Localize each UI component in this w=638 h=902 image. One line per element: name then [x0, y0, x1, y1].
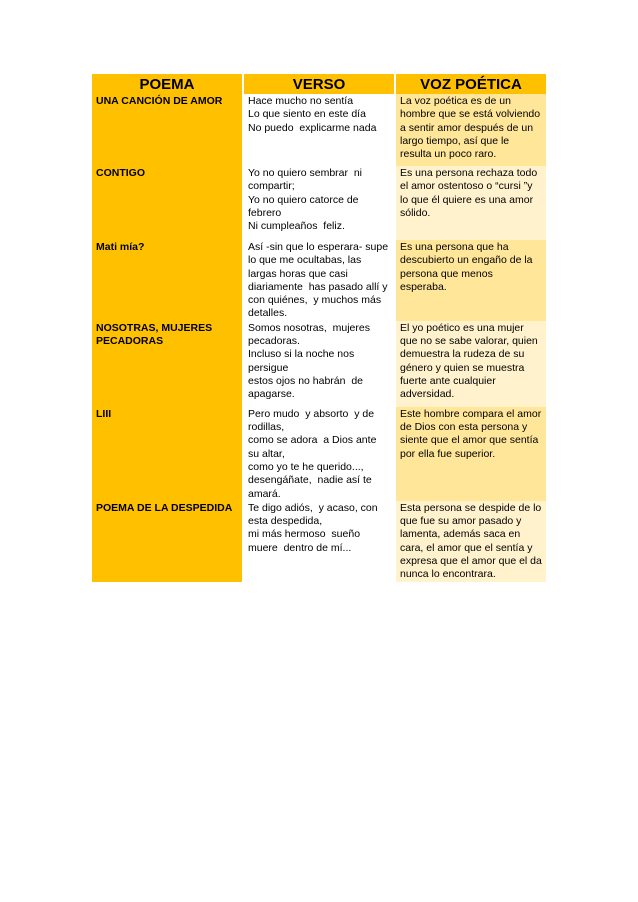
verso-line: No puedo explicarme nada — [248, 121, 377, 134]
table-row — [92, 94, 546, 166]
verso-line: mi más hermoso sueño — [248, 528, 361, 541]
verso-line: Incluso si la noche nos persigue — [248, 348, 358, 374]
verso-cell — [244, 321, 394, 407]
header-poema: POEMA — [92, 74, 242, 94]
table-row — [92, 240, 546, 321]
voz-cell: La voz poética es de un hombre que se está volviendo a sentir amor después de un largo tiempo, así que le resulta un poco raro. — [396, 94, 546, 166]
header-verso: VERSO — [244, 74, 394, 94]
verso-line: estos ojos no habrán de apagarse. — [248, 374, 366, 401]
verso-cell — [244, 501, 394, 582]
verso-line: Te digo adiós, y acaso, con esta despedida, — [248, 501, 381, 528]
table-row — [92, 166, 546, 240]
verso-line: Así -sin que lo esperara- supe lo que me ocultabas, las largas horas que casi diariamente has pasado allí y con quiénes, y muchos más detalles. — [248, 241, 391, 320]
verso-line: muere dentro de mí... — [248, 541, 352, 554]
verso-cell — [244, 94, 394, 166]
verso-line: Ni cumpleaños feliz. — [248, 220, 345, 233]
verso-line: Lo que siento en este día — [248, 108, 366, 121]
verso-line: Somos nosotras, mujeres pecadoras. — [248, 321, 373, 348]
voz-cell: Este hombre compara el amor de Dios con esta persona y siente que el amor que sentía por ella fue superior. — [396, 407, 546, 501]
verso-line: desengáñate, nadie así te amará. — [248, 474, 375, 500]
verso-line: como se adora a Dios ante su altar, — [248, 434, 380, 460]
verso-line: Yo no quiero catorce de febrero — [248, 193, 362, 219]
poema-cell: LIII — [92, 407, 242, 501]
voz-cell: Esta persona se despide de lo que fue su amor pasado y lamenta, además saca en cara, el amor que el sentía y expresa que el amor que el da nunca lo encontrara. — [396, 501, 546, 582]
poema-cell: UNA CANCIÓN DE AMOR — [92, 94, 242, 166]
poema-cell: CONTIGO — [92, 166, 242, 240]
table-row — [92, 407, 546, 501]
verso-line: Pero mudo y absorto y de rodillas, — [248, 407, 377, 434]
verso-cell — [244, 240, 394, 321]
verso-cell — [244, 407, 394, 501]
poema-cell: POEMA DE LA DESPEDIDA — [92, 501, 242, 582]
verso-line: como yo te he querido..., — [248, 460, 364, 473]
poems-table — [90, 74, 548, 582]
header-voz-poetica: VOZ POÉTICA — [396, 74, 546, 94]
voz-cell: Es una persona que ha descubierto un engaño de la persona que menos esperaba. — [396, 240, 546, 321]
voz-cell: Es una persona rechaza todo el amor ostentoso o “cursi ”y lo que él quiere es una amor sólido. — [396, 166, 546, 240]
voz-cell: El yo poético es una mujer que no se sabe valorar, quien demuestra la rudeza de su género y quien se muestra fuerte ante cualquier adversidad. — [396, 321, 546, 407]
table-row — [92, 321, 546, 407]
poema-cell: Mati mía? — [92, 240, 242, 321]
poema-cell: NOSOTRAS, MUJERES PECADORAS — [92, 321, 242, 407]
header-row — [92, 74, 546, 94]
table-row — [92, 501, 546, 582]
verso-line: Yo no quiero sembrar ni compartir; — [248, 167, 365, 193]
verso-cell — [244, 166, 394, 240]
verso-line: Hace mucho no sentía — [248, 95, 354, 107]
